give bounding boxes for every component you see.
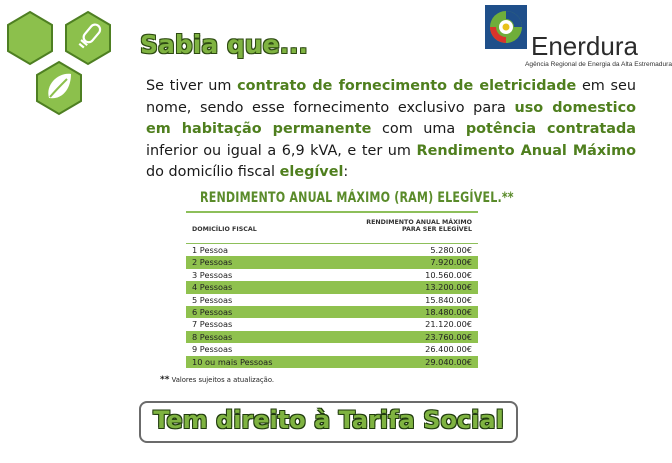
- paragraph-text: em seu nome, sendo esse fornecimento exclusivo para: [146, 78, 636, 116]
- paragraph-text: do domicílio fiscal: [146, 164, 280, 180]
- paragraph-text: :: [343, 164, 349, 180]
- table-row: [186, 343, 478, 355]
- table-row: [186, 281, 478, 293]
- hexagon-decoration: [0, 0, 130, 130]
- paragraph-highlight: uso domestico em habitação permanente: [146, 99, 636, 137]
- logo-name: Enerdura: [531, 31, 638, 61]
- banner-text: Tem direito à Tarifa Social: [153, 406, 504, 434]
- column-header-income: [352, 219, 472, 233]
- table-row: [186, 244, 478, 256]
- household-cell: 10 ou mais Pessoas: [192, 356, 273, 367]
- household-cell: 9 Pessoas: [192, 344, 233, 355]
- table-header: [186, 211, 478, 244]
- column-header-household: DOMICÍLIO FISCAL: [192, 226, 257, 233]
- income-cell: 21.120.00€: [425, 319, 472, 330]
- paragraph-highlight: potência contratada: [465, 121, 637, 137]
- table-row: [186, 306, 478, 318]
- paragraph-text: com uma: [371, 121, 466, 137]
- page-title: Sabia que...: [140, 30, 309, 59]
- paragraph-highlight: Rendimento Anual Máximo: [416, 142, 636, 159]
- income-cell: 7.920.00€: [430, 257, 472, 268]
- column-header-income-line1: RENDIMENTO ANUAL MÁXIMO: [366, 219, 472, 226]
- income-cell: 26.400.00€: [425, 344, 472, 355]
- paragraph-text: inferior ou igual a 6,9 kVA, e ter um: [146, 142, 417, 159]
- table-row: [186, 356, 478, 368]
- intro-paragraph: [146, 76, 636, 184]
- income-cell: 5.280.00€: [430, 245, 472, 255]
- table-row: [186, 269, 478, 281]
- table-row: [186, 256, 478, 268]
- tarifa-social-banner: [139, 401, 518, 443]
- income-cell: 18.480.00€: [425, 306, 472, 317]
- table-row: [186, 294, 478, 306]
- table-row: [186, 331, 478, 343]
- household-cell: 7 Pessoas: [192, 319, 233, 330]
- household-cell: 3 Pessoas: [192, 269, 233, 280]
- income-cell: 13.200.00€: [425, 282, 472, 293]
- household-cell: 2 Pessoas: [192, 257, 233, 268]
- income-cell: 23.760.00€: [425, 331, 472, 342]
- income-cell: 29.040.00€: [425, 356, 472, 367]
- enerdura-logo: [483, 3, 672, 73]
- table-row: [186, 318, 478, 330]
- household-cell: 6 Pessoas: [192, 306, 233, 317]
- income-cell: 15.840.00€: [425, 294, 472, 305]
- table-footnote: [160, 375, 274, 385]
- table-title: RENDIMENTO ANUAL MÁXIMO (RAM) ELEGÍVEL.**: [200, 190, 514, 206]
- paragraph-highlight: elegível: [279, 164, 344, 180]
- household-cell: 5 Pessoas: [192, 294, 233, 305]
- income-cell: 10.560.00€: [425, 269, 472, 280]
- household-cell: 1 Pessoa: [192, 245, 229, 255]
- ram-table: [186, 211, 478, 368]
- household-cell: 4 Pessoas: [192, 282, 233, 293]
- footnote-text: Valores sujeitos a atualização.: [169, 376, 275, 384]
- column-header-income-line2: PARA SER ELEGÍVEL: [401, 226, 472, 233]
- footnote-mark: **: [160, 375, 170, 385]
- household-cell: 8 Pessoas: [192, 331, 233, 342]
- logo-subtitle: Agência Regional de Energia da Alta Estremadura: [525, 61, 672, 68]
- logo-mark-icon: [483, 3, 529, 51]
- paragraph-text: Se tiver um: [146, 78, 238, 94]
- paragraph-highlight: contrato de fornecimento de eletricidade: [237, 78, 577, 94]
